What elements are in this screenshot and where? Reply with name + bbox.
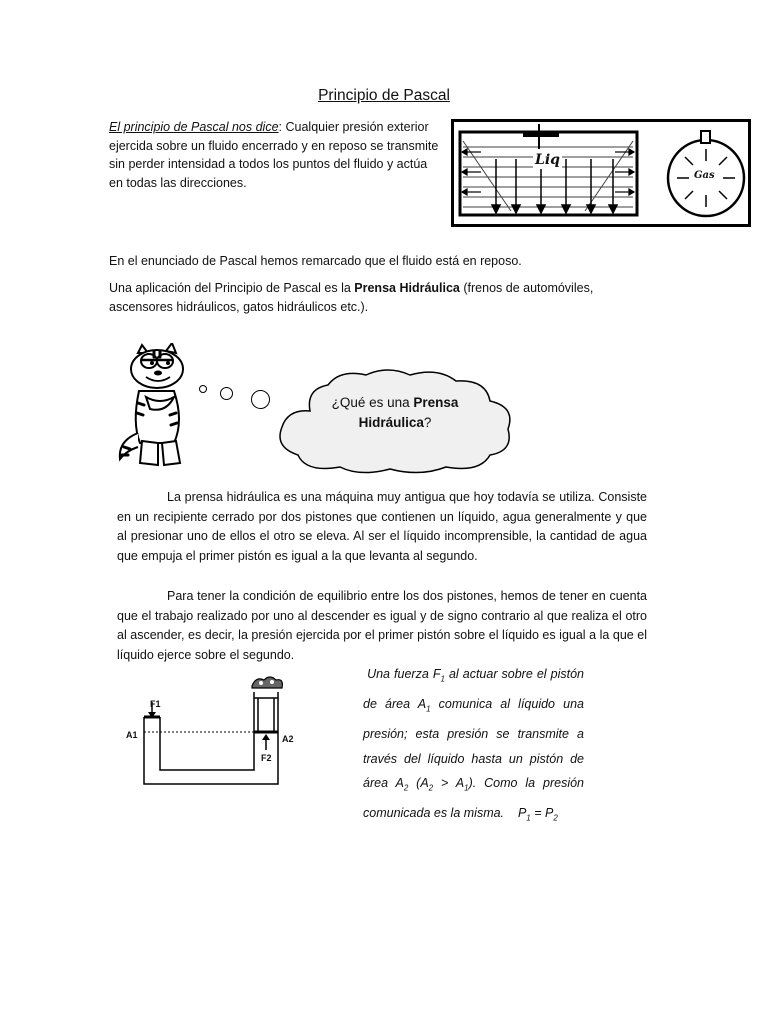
thought-bubble-small bbox=[199, 385, 207, 393]
intro-lead: El principio de Pascal nos dice bbox=[109, 120, 279, 134]
fuerza-s2: 1 bbox=[426, 704, 431, 714]
label-f1: F1 bbox=[150, 699, 161, 709]
eq-s2: 2 bbox=[553, 813, 558, 823]
fuerza-s5: 1 bbox=[464, 783, 469, 793]
paragraph-aplicacion bbox=[109, 279, 634, 316]
fuerza-s4: 2 bbox=[428, 783, 434, 793]
label-a1: A1 bbox=[126, 730, 138, 740]
fuerza-t1: Una fuerza F bbox=[367, 667, 441, 681]
hydraulic-press-figure bbox=[124, 672, 304, 792]
fuerza-t5: > A bbox=[433, 776, 465, 790]
paragraph-fuerza bbox=[363, 662, 584, 831]
cloud-after: ? bbox=[423, 415, 432, 430]
fuerza-t2: al actuar sobre el pistón de área A bbox=[363, 667, 584, 711]
liquid-label: Liq bbox=[535, 152, 560, 168]
cloud-before: ¿Qué es una bbox=[331, 395, 414, 410]
cloud-question bbox=[290, 393, 500, 433]
fuerza-s1: 1 bbox=[440, 674, 445, 684]
fuerza-t4: (A bbox=[408, 776, 429, 790]
fuerza-t3: comunica al líquido una presión; esta presión se transmite a través del líquido hasta un pistón de área A bbox=[363, 697, 584, 790]
thought-bubble-large bbox=[251, 390, 270, 409]
cloud-bold2: Hidráulica bbox=[358, 415, 424, 430]
cloud-bold1: Prensa bbox=[413, 395, 459, 410]
fuerza-s3: 2 bbox=[403, 783, 409, 793]
intro-text: : Cualquier presión exterior ejercida sobre un fluido encerrado y en reposo se transmite sin perder intensidad a todos los puntos del fluido y actúa en todas las direcciones. bbox=[109, 120, 439, 190]
pressure-equation bbox=[517, 806, 558, 823]
paragraph-prensa: La prensa hidráulica es una máquina muy antigua que hoy todavía se utiliza. Consiste en un recipiente cerrado por dos pistones que contienen un líquido, agua generalmente y que al presionar uno de ellos el otro se eleva. Al ser el líquido incomprensible, la cantidad de agua que empuja el primer pistón es igual a la que levanta al segundo. bbox=[117, 490, 647, 563]
hydraulic-press-drawing bbox=[124, 672, 304, 792]
fuerza-t6: ). Como la presión comunicada es la misma. bbox=[363, 776, 585, 820]
aplicacion-after: (frenos de automóviles, ascensores hidráulicos, gatos hidráulicos etc.). bbox=[109, 281, 594, 314]
paragraph-equilibrio: Para tener la condición de equilibrio entre los dos pistones, hemos de tener en cuenta que el trabajo realizado por uno al descender es igual y de signo contrario al que realiza el otro al ascender, es decir, la presión ejercida por el primer pistón sobre el líquido es igual a la que el líquido ejerce sobre el segundo. bbox=[117, 589, 647, 662]
aplicacion-bold: Prensa Hidráulica bbox=[354, 281, 460, 295]
eq-s1: 1 bbox=[526, 813, 531, 823]
paragraph-reposo: En el enunciado de Pascal hemos remarcado que el fluido está en reposo. bbox=[109, 254, 522, 268]
label-f2: F2 bbox=[261, 753, 272, 763]
cartoon-cat-drawing bbox=[114, 343, 210, 473]
thought-bubble-medium bbox=[220, 387, 233, 400]
page-title: Principio de Pascal bbox=[318, 87, 450, 104]
gas-label: Gas bbox=[694, 170, 715, 181]
aplicacion-before: Una aplicación del Principio de Pascal es la bbox=[109, 281, 355, 295]
eq-mid: = P bbox=[530, 806, 554, 820]
eq-p1: P bbox=[517, 806, 527, 820]
cartoon-cat bbox=[114, 343, 210, 473]
intro-paragraph bbox=[109, 118, 439, 192]
label-a2: A2 bbox=[282, 734, 294, 744]
question-cloud bbox=[270, 363, 520, 478]
pascal-figure bbox=[451, 119, 751, 227]
